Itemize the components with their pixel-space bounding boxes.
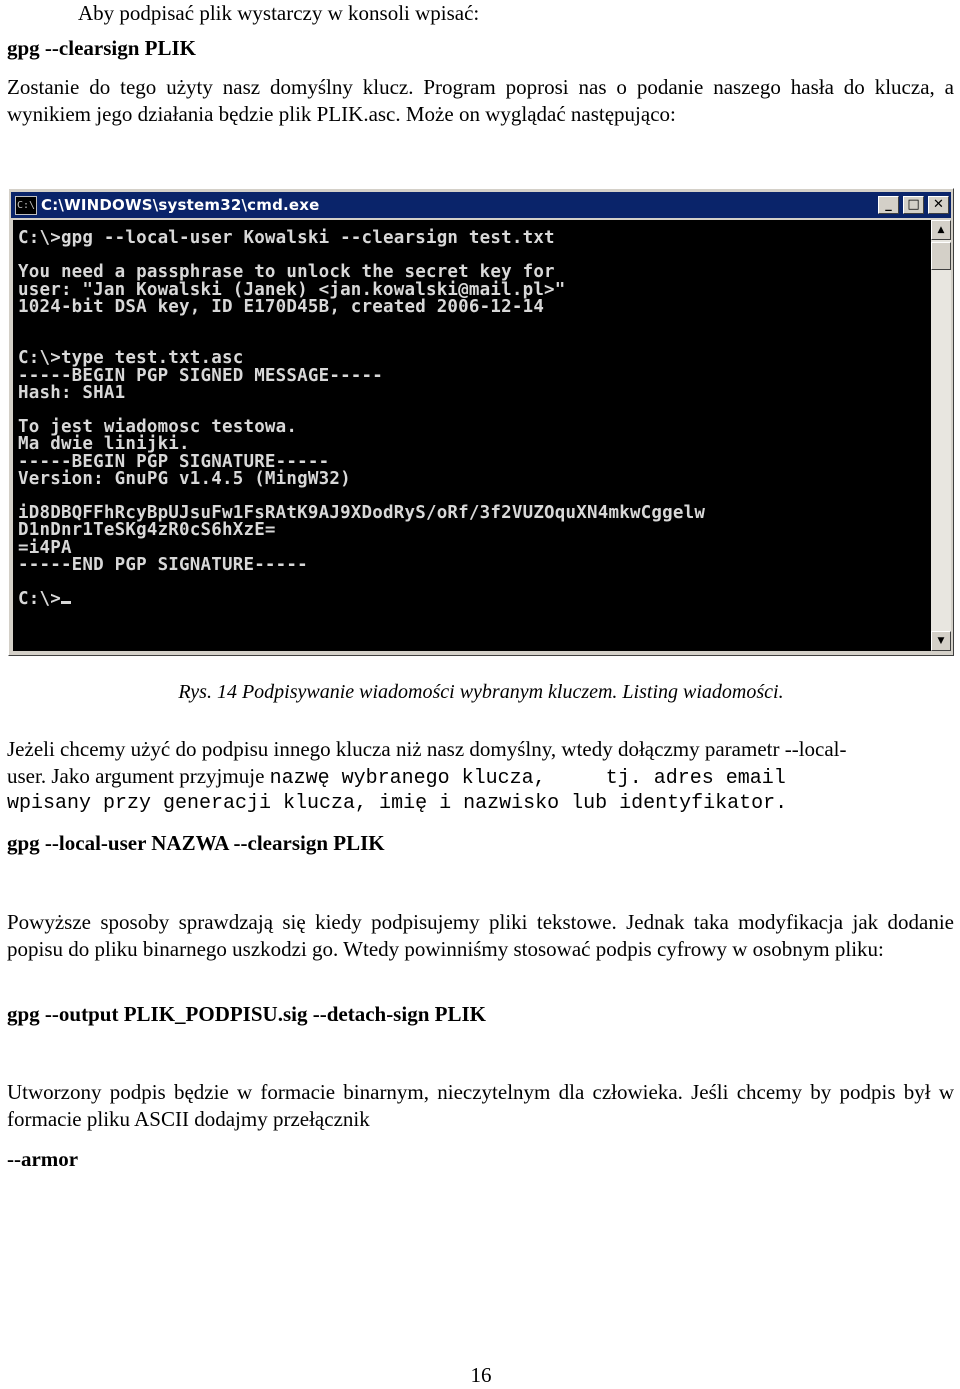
local-user-mono-text: nazwę wybranego klucza, tj. adres email: [269, 767, 786, 790]
local-user-paragraph-line1: Jeżeli chcemy użyć do podpisu innego klucza niż nasz domyślny, wtedy dołączmy parametr --local-: [7, 737, 847, 761]
console-line: C:\>: [18, 589, 61, 610]
intro-paragraph: Zostanie do tego użyty nasz domyślny klucz. Program poprosi nas o podanie naszego hasła do klucza, a wynikiem jego działania będzie plik PLIK.asc. Może on wyglądać następująco:: [7, 75, 954, 126]
cmd-window: [8, 188, 954, 656]
vertical-scrollbar[interactable]: [931, 220, 951, 651]
cmd-app-icon: C:\: [15, 196, 37, 215]
scroll-down-icon[interactable]: ▼: [931, 631, 951, 651]
console-line: You need a passphrase to unlock the secret key for: [18, 262, 555, 283]
console-cursor: [61, 601, 71, 604]
console-line: C:\>type test.txt.asc: [18, 348, 244, 369]
minimize-button[interactable]: _: [878, 196, 899, 214]
scroll-up-icon[interactable]: ▲: [931, 220, 951, 240]
console-line: D1nDnr1TeSKg4zR0cS6hXzE=: [18, 520, 276, 541]
console-output: [13, 220, 933, 651]
maximize-button[interactable]: □: [903, 196, 924, 214]
window-title: C:\WINDOWS\system32\cmd.exe: [41, 196, 320, 214]
local-user-paragraph-line3: wpisany przy generacji klucza, imię i nazwisko lub identyfikator.: [7, 792, 788, 815]
close-button[interactable]: ✕: [928, 196, 949, 214]
scroll-thumb[interactable]: [931, 242, 951, 270]
command-clearsign: gpg --clearsign PLIK: [7, 36, 196, 60]
console-line: C:\>gpg --local-user Kowalski --clearsign test.txt: [18, 228, 555, 248]
local-user-text: user. Jako argument przyjmuje: [7, 764, 270, 788]
console-line: -----END PGP SIGNATURE-----: [18, 554, 308, 575]
command-armor: --armor: [7, 1147, 79, 1171]
console-line: iD8DBQFFhRcyBpUJsuFw1FsRAtK9AJ9XDodRyS/oRf/3f2VUZOquXN4mkwCggelw: [18, 503, 706, 524]
armor-paragraph: Utworzony podpis będzie w formacie binarnym, nieczytelnym dla człowieka. Jeśli chcemy by podpis był w formacie pliku ASCII dodajmy przełącznik: [7, 1080, 954, 1131]
command-local-user: gpg --local-user NAZWA --clearsign PLIK: [7, 831, 385, 855]
command-detach-sign: gpg --output PLIK_PODPISU.sig --detach-sign PLIK: [7, 1002, 486, 1026]
console-line: To jest wiadomosc testowa.: [18, 417, 298, 438]
console-line: user: "Jan Kowalski (Janek) <jan.kowalski@mail.pl>": [18, 279, 566, 300]
page-number: 16: [470, 1363, 492, 1387]
console-line: -----BEGIN PGP SIGNED MESSAGE-----: [18, 365, 384, 386]
console-line: Ma dwie linijki.: [18, 434, 190, 455]
window-titlebar: [11, 192, 951, 218]
console-line: Version: GnuPG v1.4.5 (MingW32): [18, 468, 351, 489]
detach-paragraph: Powyższe sposoby sprawdzają się kiedy podpisujemy pliki tekstowe. Jednak taka modyfikacja jak dodanie popisu do pliku binarnego uszkodzi go. Wtedy powinniśmy stosować podpis cyfrowy w osobnym pliku:: [7, 910, 954, 961]
local-user-paragraph-line2: [7, 763, 954, 792]
figure-caption: Rys. 14 Podpisywanie wiadomości wybranym kluczem. Listing wiadomości.: [178, 681, 784, 703]
console-line: 1024-bit DSA key, ID E170D45B, created 2006-12-14: [18, 296, 545, 317]
console-line: -----BEGIN PGP SIGNATURE-----: [18, 451, 330, 472]
console-line: Hash: SHA1: [18, 382, 126, 403]
console-text: [18, 230, 705, 608]
console-line: =i4PA: [18, 537, 72, 558]
intro-line: Aby podpisać plik wystarczy w konsoli wpisać:: [78, 1, 480, 25]
